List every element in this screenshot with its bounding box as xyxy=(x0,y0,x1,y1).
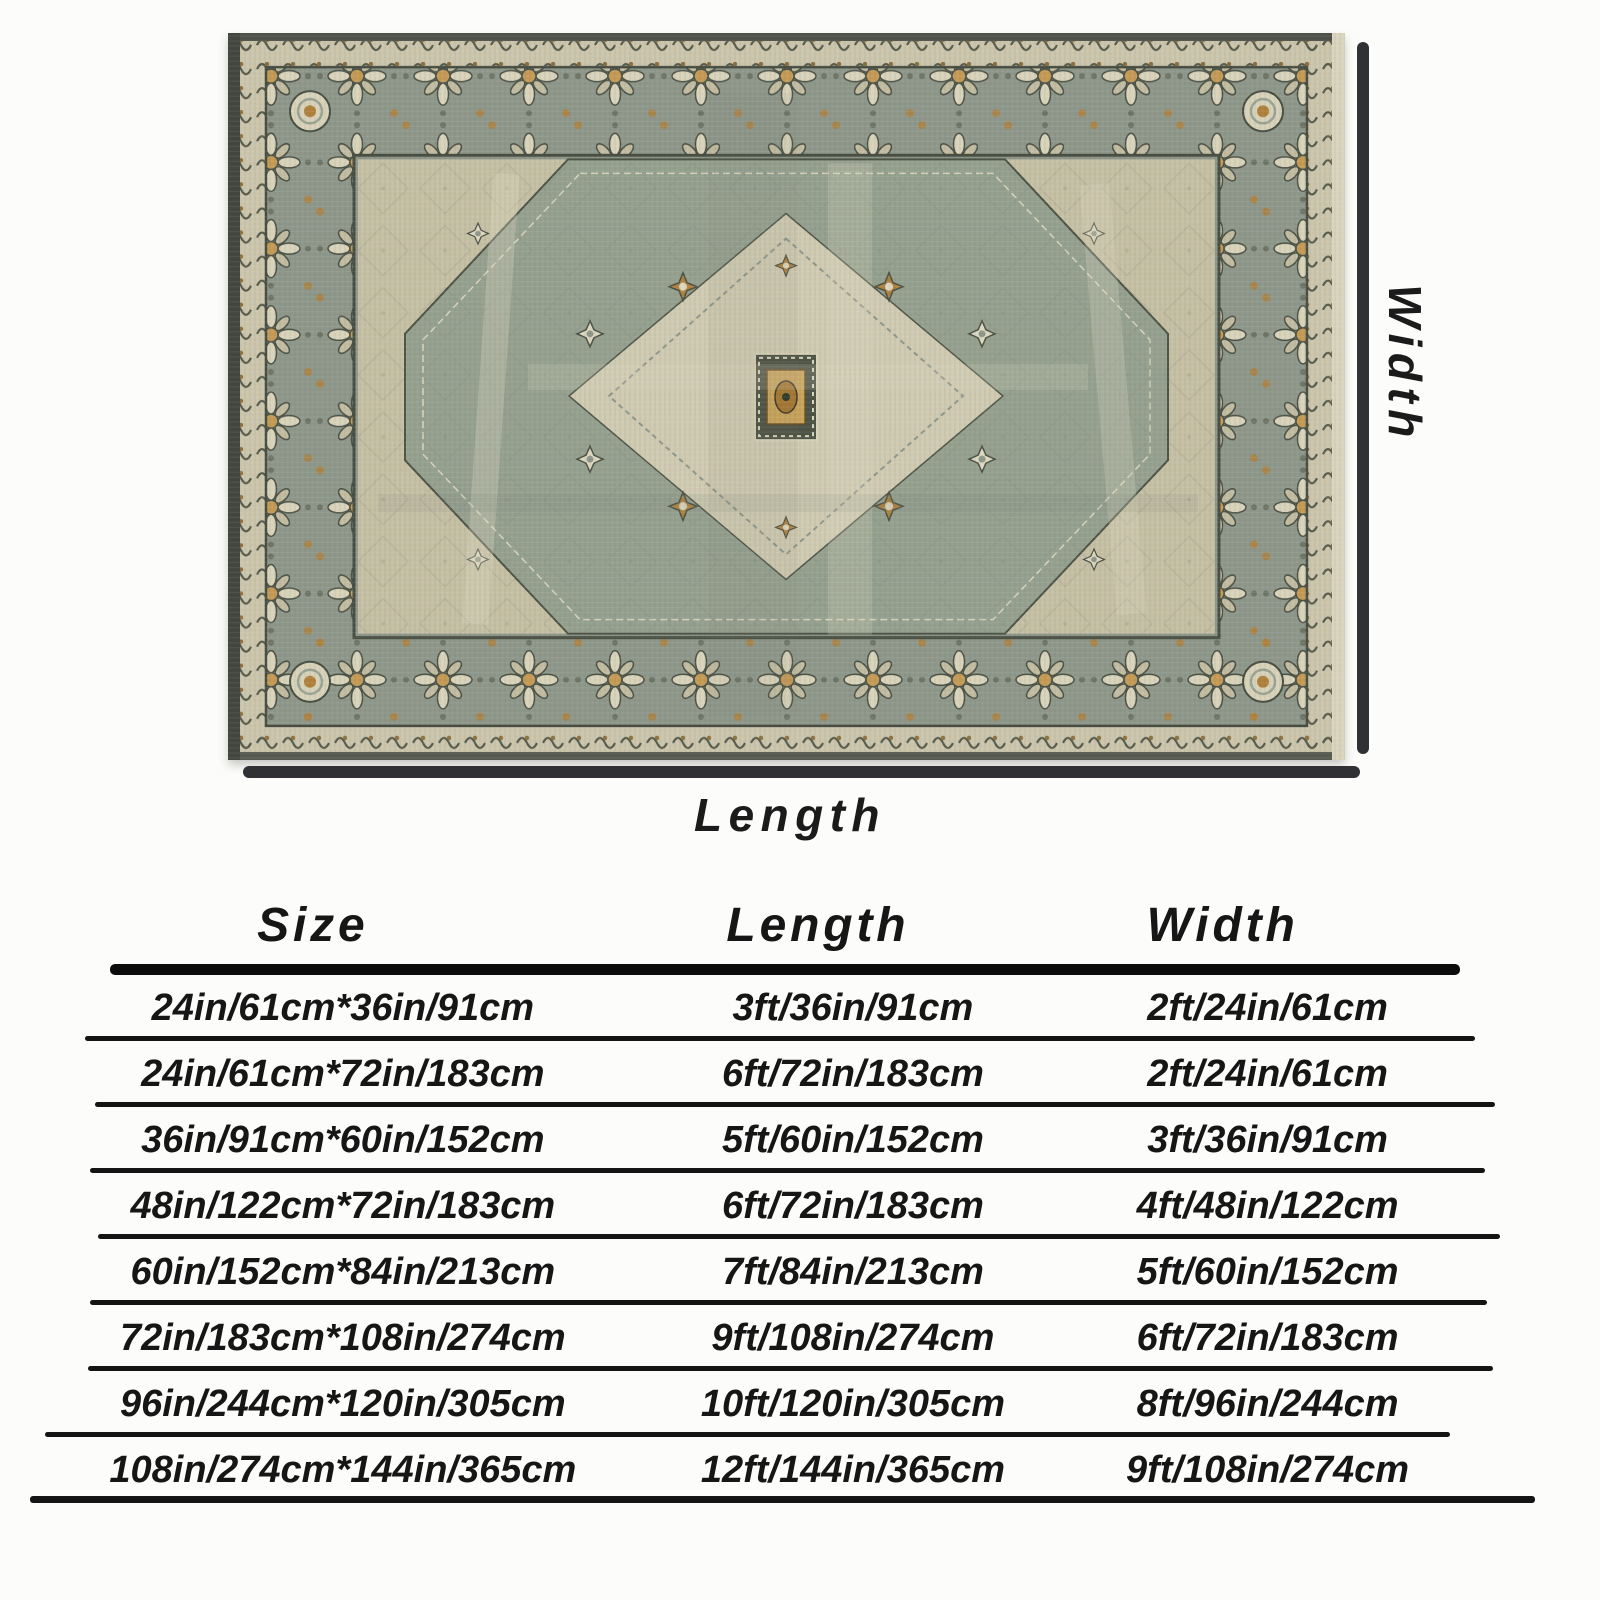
length-cell: 9ft/108in/274cm xyxy=(711,1316,995,1359)
size-cell: 24in/61cm*36in/91cm xyxy=(151,986,535,1029)
table-row xyxy=(30,1041,1545,1107)
rug-illustration xyxy=(228,33,1345,760)
length-cell: 10ft/120in/305cm xyxy=(700,1382,1006,1425)
length-cell: 5ft/60in/152cm xyxy=(721,1118,984,1161)
length-cell: 6ft/72in/183cm xyxy=(721,1052,984,1095)
table-row xyxy=(30,1305,1545,1371)
table-header-row xyxy=(30,875,1545,975)
length-cell: 12ft/144in/365cm xyxy=(700,1448,1006,1491)
length-cell: 3ft/36in/91cm xyxy=(732,986,974,1029)
table-row xyxy=(30,1173,1545,1239)
size-cell: 24in/61cm*72in/183cm xyxy=(141,1052,545,1095)
width-cell: 2ft/24in/61cm xyxy=(1147,1052,1388,1095)
width-indicator-bar xyxy=(1357,42,1369,754)
size-cell: 108in/274cm*144in/365cm xyxy=(109,1448,577,1491)
width-cell: 5ft/60in/152cm xyxy=(1136,1250,1399,1293)
size-cell: 48in/122cm*72in/183cm xyxy=(130,1184,556,1227)
table-row xyxy=(30,975,1545,1041)
size-cell: 96in/244cm*120in/305cm xyxy=(119,1382,566,1425)
width-cell: 2ft/24in/61cm xyxy=(1147,986,1388,1029)
width-cell: 3ft/36in/91cm xyxy=(1147,1118,1388,1161)
size-cell: 72in/183cm*108in/274cm xyxy=(119,1316,566,1359)
header-size: Size xyxy=(257,898,369,952)
width-cell: 8ft/96in/244cm xyxy=(1136,1382,1399,1425)
size-cell: 60in/152cm*84in/213cm xyxy=(130,1250,556,1293)
size-chart-table xyxy=(30,875,1545,1503)
width-cell: 4ft/48in/122cm xyxy=(1136,1184,1399,1227)
table-row xyxy=(30,1371,1545,1437)
length-cell: 6ft/72in/183cm xyxy=(721,1184,984,1227)
header-length: Length xyxy=(726,898,910,952)
table-row xyxy=(30,1107,1545,1173)
length-indicator-bar xyxy=(243,766,1360,778)
width-cell: 6ft/72in/183cm xyxy=(1136,1316,1399,1359)
table-row xyxy=(30,1437,1545,1503)
length-label: Length xyxy=(694,789,886,841)
size-cell: 36in/91cm*60in/152cm xyxy=(141,1118,545,1161)
rug-product-image xyxy=(228,33,1345,760)
header-width: Width xyxy=(1146,898,1299,952)
width-cell: 9ft/108in/274cm xyxy=(1126,1448,1410,1491)
width-label: Width xyxy=(1379,284,1431,444)
length-cell: 7ft/84in/213cm xyxy=(721,1250,984,1293)
table-row xyxy=(30,1239,1545,1305)
